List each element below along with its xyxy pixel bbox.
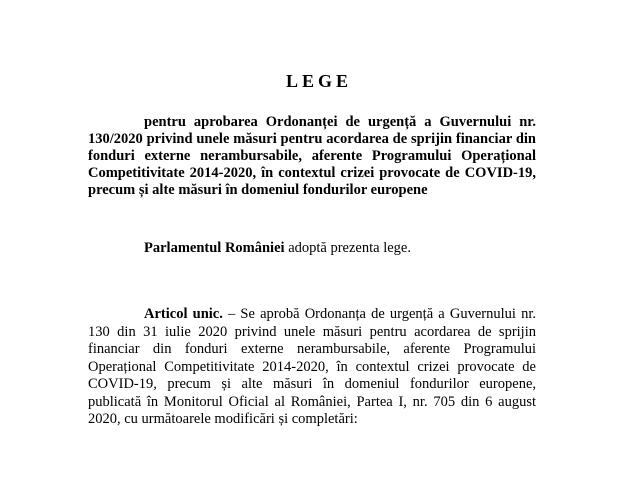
article-heading: Articol unic.: [144, 306, 223, 322]
document-title: LEGE: [285, 71, 353, 91]
law-subject: pentru aprobarea Ordonanței de urgență a Guvernului nr. 130/2020 privind unele măsuri pentru acordarea de sprijin financiar din fonduri externe nerambursabile, aferente Programului Operațional Competitivitate 2014-2020, în contextul crizei provocate de COVID-19, precum și alte măsuri în domeniul fondurilor europene: [88, 114, 536, 198]
parliament-name: Parlamentul României: [144, 240, 285, 256]
article-paragraph: [88, 306, 536, 429]
adoption-paragraph: [144, 240, 544, 257]
adoption-text: adoptă prezenta lege.: [284, 240, 411, 256]
article-text: – Se aprobă Ordonanța de urgență a Guvernului nr. 130 din 31 iulie 2020 privind unele măsuri pentru acordarea de sprijin financiar din fonduri externe nerambursabile, aferente Programului Operațional Competitivitate 2014-2020, în contextul crizei provocate de COVID-19, precum și alte măsuri în domeniul fondurilor europene, publicată în Monitorul Oficial al României, Partea I, nr. 705 din 6 august 2020, cu următoarele modificări și completări:: [88, 306, 536, 427]
